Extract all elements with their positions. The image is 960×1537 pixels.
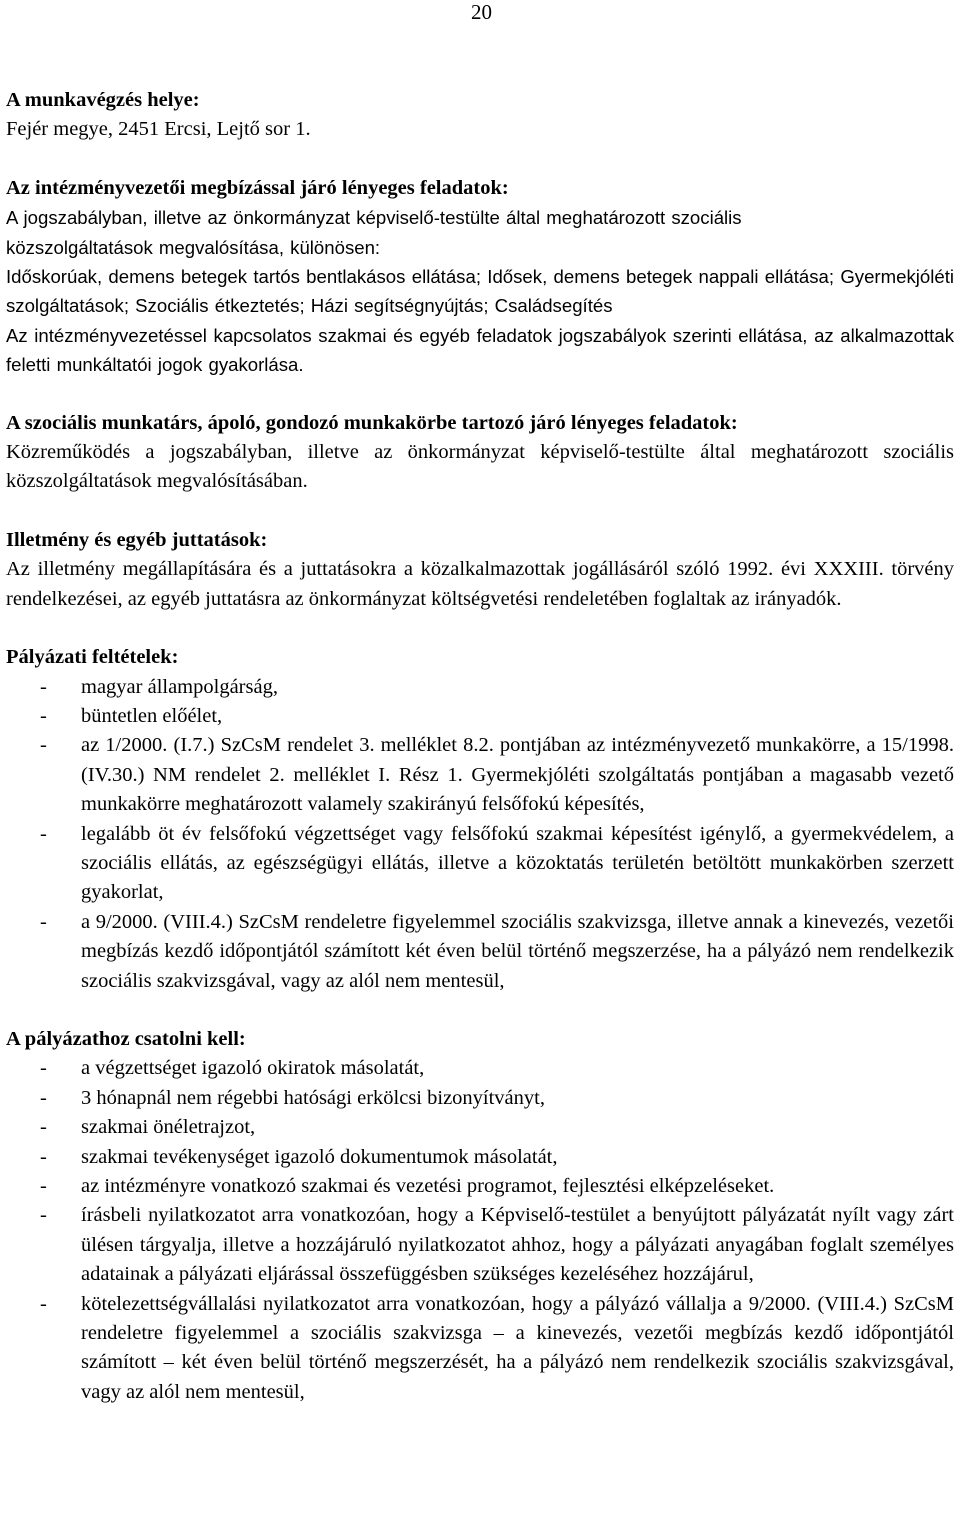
list-item: - szakmai önéletrajzot, [6,1113,954,1142]
salary-section [6,526,954,614]
attachments-heading: A pályázathoz csatolni kell: [6,1027,246,1050]
salary-text: Az illetmény megállapítására és a juttatásokra a közalkalmazottak jogállásáról szóló 1992. évi XXXIII. törvény rendelkezései, az egyéb juttatásra az önkormányzat költségvetési rendeletében foglaltak az irányadók. [6,558,954,610]
list-item: - az 1/2000. (I.7.) SzCsM rendelet 3. melléklet 8.2. pontjában az intézményvezető munkakörre, a 15/1998. (IV.30.) NM rendelet 2. melléklet I. Rész 1. Gyermekjóléti szolgáltatás pontjában a magasabb vezető munkakörre meghatározott valamely szakirányú felsőfokú képesítés, [6,731,954,819]
list-item: - a 9/2000. (VIII.4.) SzCsM rendeletre figyelemmel szociális szakvizsga, illetve annak a kinevezés, vezetői megbízás kezdő időpontjától számított két éven belül történő megszerzése, ha a pályázó nem rendelkezik szociális szakvizsgával, vagy az alól nem mentesül, [6,908,954,996]
list-item: - szakmai tevékenységet igazoló dokumentumok másolatát, [6,1143,954,1172]
director-duties-management: Az intézményvezetéssel kapcsolatos szakmai és egyéb feladatok jogszabályok szerinti ellátása, az alkalmazottak feletti munkáltatói jogok gyakorlása. [6,324,954,376]
workplace-section [6,86,954,145]
page-number: 20 [471,0,492,24]
salary-heading: Illetmény és egyéb juttatások: [6,528,268,551]
workplace-heading: A munkavégzés helye: [6,89,200,111]
document-body [6,86,954,1407]
list-item: - legalább öt év felsőfokú végzettséget vagy felsőfokú szakmai képesítést igénylő, a gyermekvédelem, a szociális ellátás, az egészségügyi ellátás, illetve a közoktatás területén betöltött munkakörben szerzett gyakorlat, [6,820,954,908]
list-item: - magyar állampolgárság, [6,673,954,702]
social-worker-section [6,409,954,497]
workplace-address: Fejér megye, 2451 Ercsi, Lejtő sor 1. [6,118,311,141]
attachments-list [6,1054,954,1407]
list-item: - írásbeli nyilatkozatot arra vonatkozóan, hogy a Képviselő-testület a benyújtott pályázatát nyílt vagy zárt ülésen tárgyalja, illetve a hozzájáruló nyilatkozatot ahhoz, hogy a pályázati anyagában foglalt személyes adatainak a pályázati eljárással összefüggésben szükséges kezeléséhez hozzájárul, [6,1201,954,1289]
list-item: - az intézményre vonatkozó szakmai és vezetési programot, fejlesztési elképzeléseket. [6,1172,954,1201]
list-item: - a végzettséget igazoló okiratok másolatát, [6,1054,954,1083]
list-item: - 3 hónapnál nem régebbi hatósági erkölcsi bizonyítványt, [6,1084,954,1113]
conditions-heading: Pályázati feltételek: [6,646,179,669]
director-duties-services: Időskorúak, demens betegek tartós bentlakásos ellátása; Idősek, demens betegek nappali ellátása; Gyermekjóléti szolgáltatások; Szociális étkeztetés; Házi segítségnyújtás; Családsegítés [6,266,954,317]
attachments-section [6,1025,954,1407]
director-duties-heading: Az intézményvezetői megbízással járó lényeges feladatok: [6,176,509,199]
conditions-list [6,673,954,996]
conditions-section [6,643,954,996]
list-item: - kötelezettségvállalási nyilatkozatot arra vonatkozóan, hogy a pályázó vállalja a 9/2000. (VIII.4.) SzCsM rendeletre figyelemmel a szociális szakvizsga – a kinevezés, vezetői megbízás kezdő időpontjától számított – két éven belül történő megszerzését, ha a pályázó nem rendelkezik szociális szakvizsgával, vagy az alól nem mentesül, [6,1290,954,1408]
list-item: - büntetlen előélet, [6,702,954,731]
director-duties-section [6,174,954,380]
social-worker-text: Közreműködés a jogszabályban, illetve az önkormányzat képviselő-testülte által meghatározott szociális közszolgáltatások megvalósításában. [6,441,954,493]
director-duties-line-1: A jogszabályban, illetve az önkormányzat képviselő-testülte által meghatározott szociális [6,207,742,229]
social-worker-heading: A szociális munkatárs, ápoló, gondozó munkakörbe tartozó járó lényeges feladatok: [6,411,738,434]
director-duties-line-2: közszolgáltatások megvalósítása, különösen: [6,236,381,258]
